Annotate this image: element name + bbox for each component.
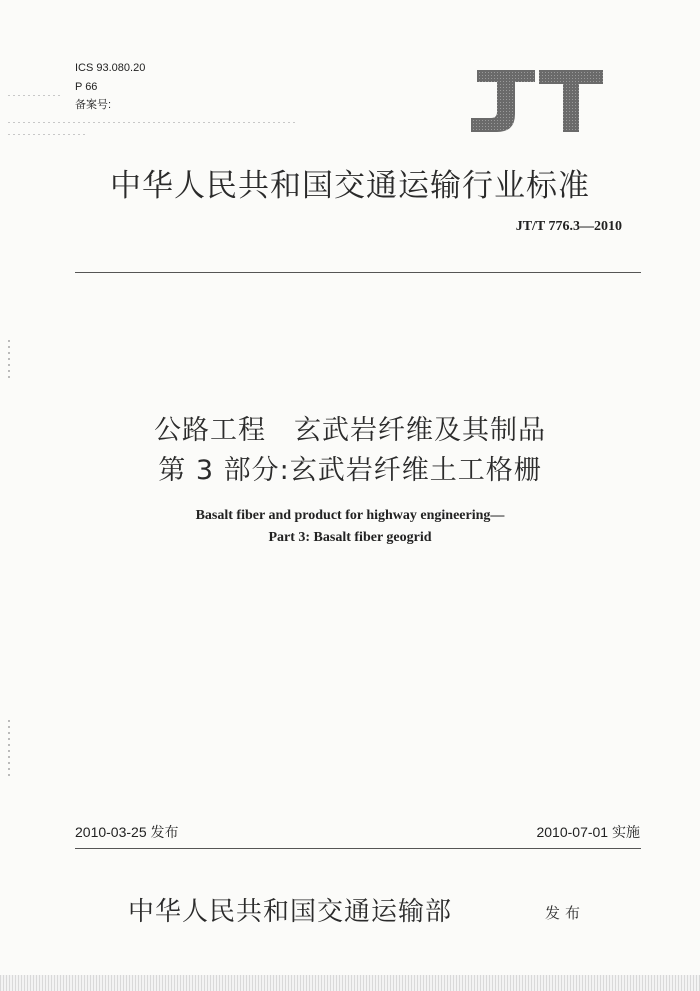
bottom-divider <box>75 848 641 849</box>
top-divider <box>75 272 641 273</box>
scan-edge <box>0 975 700 991</box>
title-en-line1: Basalt fiber and product for highway engineering— <box>195 508 505 523</box>
publish-label: 发布 <box>545 904 586 922</box>
standard-number: JT/T 776.3—2010 <box>515 219 622 234</box>
title-en-line2: Part 3: Basalt fiber geogrid <box>268 530 432 545</box>
jt-logo <box>467 66 607 138</box>
implementation-date: 2010-07-01 实施 <box>536 824 640 840</box>
scan-noise <box>8 95 63 96</box>
scan-noise <box>8 122 298 123</box>
issuer-title: 中华人民共和国交通运输行业标准 <box>110 168 590 204</box>
issue-date: 2010-03-25 发布 <box>75 824 179 840</box>
classification-code: P 66 <box>75 81 98 93</box>
scan-noise <box>8 720 10 780</box>
issuing-ministry: 中华人民共和国交通运输部 <box>128 897 453 927</box>
record-number: 备案号: <box>75 99 112 111</box>
title-cn-line2: 第 3 部分:玄武岩纤维土工格栅 <box>158 455 542 486</box>
scan-noise <box>8 134 88 135</box>
title-cn-line1: 公路工程 玄武岩纤维及其制品 <box>154 415 546 446</box>
ics-code: ICS 93.080.20 <box>75 62 146 74</box>
scan-noise <box>8 340 10 380</box>
